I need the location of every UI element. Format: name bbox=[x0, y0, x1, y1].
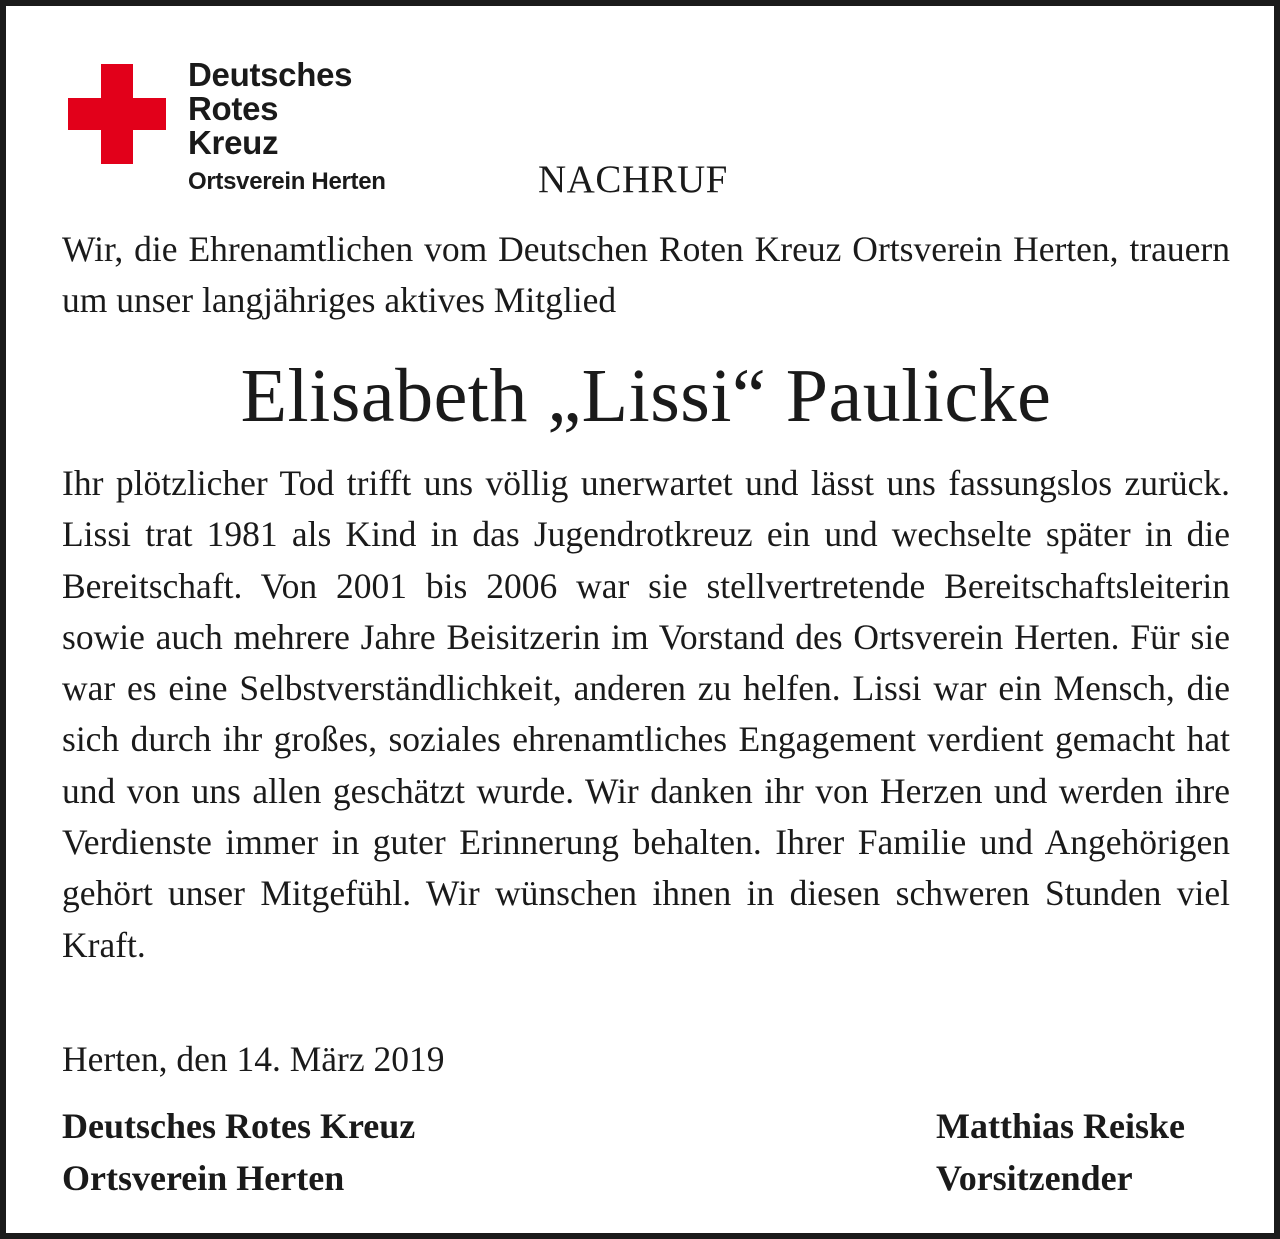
red-cross-icon bbox=[68, 64, 166, 164]
signature-chairman-name: Matthias Reiske bbox=[936, 1106, 1185, 1146]
signature-chairman-title: Vorsitzender bbox=[936, 1158, 1133, 1198]
signature-organization-branch: Ortsverein Herten bbox=[62, 1158, 345, 1198]
logo-line-deutsches: Deutsches bbox=[188, 56, 353, 93]
place-and-date: Herten, den 14. März 2019 bbox=[62, 1039, 445, 1079]
signature-organization-name: Deutsches Rotes Kreuz bbox=[62, 1106, 416, 1146]
tribute-paragraph: Ihr plötzlicher Tod trifft uns völlig unerwartet und lässt uns fassungslos zurück. Lissi trat 1981 als Kind in das Jugendrotkreuz ein und wechselte später in die Bereitschaft. Von 2001 bis 2006 war sie stellvertretende Bereitschaftsleiterin sowie auch mehrere Jahre Beisitzerin im Vorstand des Ortsverein Herten. Für sie war es eine Selbstverständlichkeit, anderen zu helfen. Lissi war ein Mensch, die sich durch ihr großes, soziales ehrenamtliches Engagement verdient gemacht hat und von uns allen geschätzt wurde. Wir danken ihr von Herzen und werden ihre Verdienste immer in guter Erinnerung behalten. Ihrer Familie und Angehörigen gehört unser Mitgefühl. Wir wünschen ihnen in diesen schweren Stunden viel Kraft. bbox=[62, 463, 1230, 965]
signature-chairman bbox=[936, 1100, 1185, 1204]
notice-heading: NACHRUF bbox=[538, 158, 728, 201]
logo-subtitle: Ortsverein Herten bbox=[188, 168, 386, 195]
signature-organization bbox=[62, 1100, 415, 1204]
intro-paragraph: Wir, die Ehrenamtlichen vom Deutschen Roten Kreuz Ortsverein Herten, trauern um unser langjähriges aktives Mitglied bbox=[62, 229, 1230, 320]
cross-horizontal-bar bbox=[68, 98, 166, 130]
drk-logo-text bbox=[188, 58, 386, 196]
logo-line-kreuz: Kreuz bbox=[188, 124, 279, 161]
deceased-name: Elisabeth „Lissi“ Paulicke bbox=[240, 354, 1052, 438]
logo-line-rotes: Rotes bbox=[188, 90, 279, 127]
